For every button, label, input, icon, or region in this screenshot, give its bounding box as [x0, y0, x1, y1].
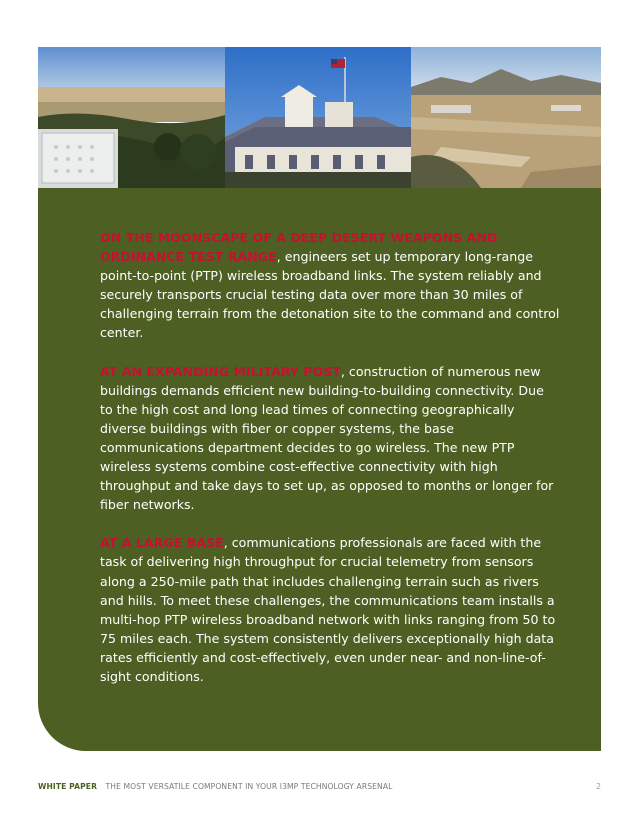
- header-photo-strip: [38, 47, 601, 188]
- footer-title: THE MOST VERSATILE COMPONENT IN YOUR I3MP TECHNOLOGY ARSENAL: [105, 782, 393, 791]
- footer-label: WHITE PAPER: [38, 782, 98, 791]
- large-base-terrain-photo: [411, 47, 601, 188]
- desert-test-range-photo: [38, 47, 225, 188]
- paragraph-desert-range: [100, 228, 560, 343]
- paragraph-large-base: [100, 533, 560, 686]
- body-text: [100, 228, 560, 705]
- military-post-building-photo: [225, 47, 411, 188]
- page-number: 2: [596, 782, 601, 791]
- paragraph-text: , engineers set up temporary long-range point-to-point (PTP) wireless broadband links. The system reliably and securely transports crucial testing data over more than 30 miles of challenging terrain from the detonation site to the command and control center.: [100, 249, 560, 341]
- paragraph-text: , communications professionals are faced with the task of delivering high throughput for crucial telemetry from sensors along a 250-mile path that includes challenging terrain such as rivers and hills. To meet these challenges, the communications team installs a multi-hop PTP wireless broadband network with links ranging from 50 to 75 miles each. The system consistently delivers exceptionally high data rates efficiently and cost-effectively, even under near- and non-line-of-sight conditions.: [100, 535, 556, 684]
- lead-in: AT AN EXPANDING MILITARY POST: [100, 363, 341, 379]
- lead-in: AT A LARGE BASE: [100, 535, 224, 551]
- page-footer: [38, 782, 601, 796]
- paragraph-military-post: [100, 362, 560, 515]
- paragraph-text: , construction of numerous new buildings demands efficient new building-to-building connectivity. Due to the high cost and long lead times of connecting geographically diverse buildings with fiber or copper systems, the base communications department decides to go wireless. The new PTP wireless systems combine cost-effective connectivity with high throughput and take days to set up, as opposed to months or longer for fiber networks.: [100, 363, 554, 513]
- lead-in: ON THE MOONSCAPE OF A DEEP DESERT WEAPONS AND ORDINANCE TEST RANGE: [100, 230, 498, 265]
